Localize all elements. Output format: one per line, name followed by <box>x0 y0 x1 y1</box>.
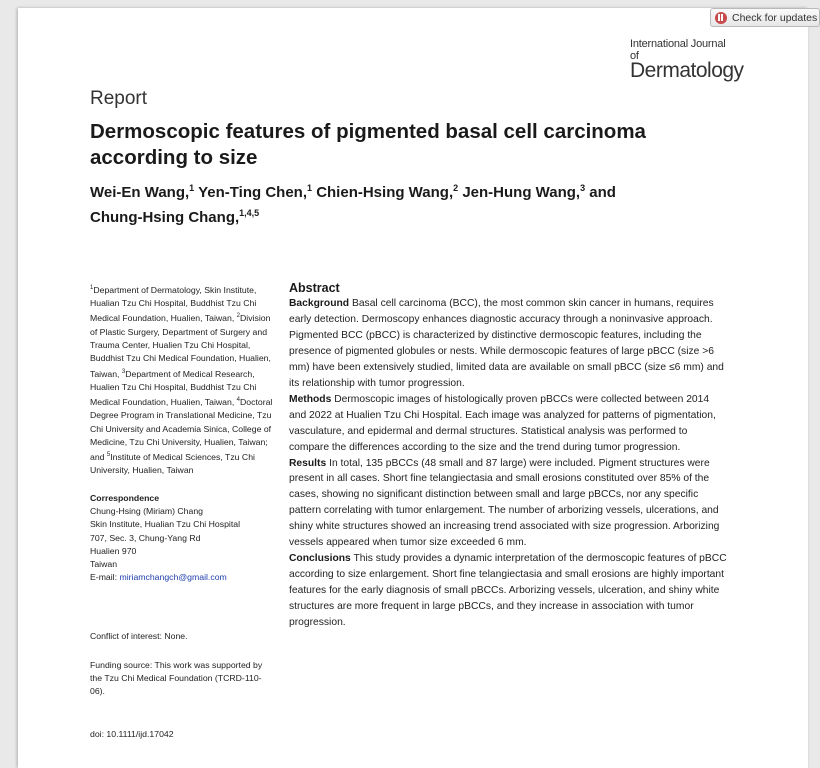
correspondence-line: Hualien 970 <box>90 545 137 556</box>
abstract-section-text: Dermoscopic images of histologically proven pBCCs were collected between 2014 and 2022 at Hualien Tzu Chi Hospital. Each image was analyzed for patterns of pigmentation, vasculature, and epidermal and dermal structures. Statistical analysis was performed to compare the differences according to the size and the trend during tumor progression. <box>289 393 716 453</box>
abstract-section-text: This study provides a dynamic interpretation of the dermoscopic features of pBCC according to size enlargement. Short fine telangiectasia and small erosions are highly important features for the early diagnosis of small pBCCs. Arborizing vessels, ulceration, and shiny white structures are more frequent in large pBCCs, and they increase in association with tumor progression. <box>289 553 727 629</box>
article-type: Report <box>90 88 148 109</box>
author-list <box>90 178 670 228</box>
abstract-section-label: Conclusions <box>289 553 351 565</box>
check-for-updates-button[interactable] <box>710 8 820 27</box>
author-affiliation: 1 <box>307 183 313 193</box>
author-name: Jen-Hung Wang, <box>462 184 581 201</box>
affiliation-number: 3 <box>121 368 126 375</box>
author-affiliation: 3 <box>580 183 586 193</box>
affiliation-number: 5 <box>106 452 111 459</box>
article-title: Dermoscopic features of pigmented basal cell carcinoma according to size <box>90 120 646 169</box>
abstract-heading: Abstract <box>289 281 340 295</box>
crossmark-icon <box>715 12 727 24</box>
author-affiliation: 2 <box>453 183 459 193</box>
abstract-section-label: Results <box>289 457 327 469</box>
author-name: Yen-Ting Chen, <box>198 184 307 201</box>
author-affiliation: 1 <box>189 183 195 193</box>
author-name: and Chung-Hsing Chang, <box>90 184 616 226</box>
abstract-section <box>289 551 727 631</box>
affiliation-number: 4 <box>236 397 240 404</box>
email-label: E-mail: <box>90 572 118 583</box>
author-name: Wei-En Wang, <box>90 184 190 201</box>
conflict-of-interest: Conflict of interest: None. <box>90 631 188 641</box>
affiliation-text: Institute of Medical Sciences, Tzu Chi University, Hualien, Taiwan <box>90 452 255 476</box>
journal-logo <box>630 38 744 82</box>
affiliation-text: Department of Dermatology, Skin Institute, Hualian Tzu Chi Hospital, Buddhist Tzu Chi Medical Foundation, Hualien, Taiwan, <box>90 284 257 324</box>
affiliation-number: 2 <box>236 313 240 320</box>
correspondence-line: Taiwan <box>90 559 118 570</box>
abstract <box>289 280 727 631</box>
affiliation-text: Doctoral Degree Program in Translational Medicine, Tzu Chi University and Academia Sinica, College of Medicine, Tzu Chi University, Hualien, Taiwan; and <box>90 396 273 463</box>
correspondence-heading: Correspondence <box>90 492 160 503</box>
author-name: Chien-Hsing Wang, <box>316 184 454 201</box>
affiliations <box>90 282 276 478</box>
correspondence-email <box>90 571 276 584</box>
check-for-updates-label: Check for updates <box>732 11 818 24</box>
correspondence-line: Chung-Hsing (Miriam) Chang <box>90 505 203 516</box>
abstract-section-label: Methods <box>289 393 332 405</box>
affiliation-text: Division of Plastic Surgery, Department of Surgery and Trauma Center, Hualien Tzu Chi Hospital, Buddhist Tzu Chi Medical Foundation, Hualien, Taiwan, <box>90 313 271 379</box>
author-affiliation: 1,4,5 <box>239 208 260 218</box>
journal-logo-line1: International Journal of <box>630 38 726 62</box>
affiliation-number: 1 <box>90 285 94 291</box>
doi: doi: 10.1111/ijd.17042 <box>90 729 174 739</box>
abstract-section-label: Background <box>289 298 350 309</box>
abstract-section-text: In total, 135 pBCCs (48 small and 87 large) were included. Pigment structures were present in all cases. Short fine telangiectasia and small erosions constituted over 85% of the cases, showing no significant distinction between small and large pBCCs, nor any specific pattern correlating with tumor enlargement. The number of arborizing vessels, ulcerations, and shiny white structures showed an increasing trend associated with size progression. Arborizing vessels appeared when tumor size exceeded 6 mm. <box>289 457 720 549</box>
abstract-section <box>289 456 727 552</box>
abstract-section <box>289 296 727 392</box>
abstract-section <box>289 392 727 456</box>
email-link[interactable]: miriamchangch@gmail.com <box>119 572 227 583</box>
correspondence-line: Skin Institute, Hualian Tzu Chi Hospital <box>90 519 241 530</box>
correspondence-line: 707, Sec. 3, Chung-Yang Rd <box>90 532 201 543</box>
abstract-section-text: Basal cell carcinoma (BCC), the most common skin cancer in humans, requires early detection. Dermoscopy enhances diagnostic accuracy through a noninvasive approach. Pigmented BCC (pBCC) is characterized by distinctive dermoscopic features, including the presence of pigmented globules or nests. While dermoscopic features of large pBCC (size >6 mm) have been extensively studied, limited data are available on small pBCC (size ≤6 mm) and its relationship with tumor progression. <box>289 298 724 389</box>
affiliations-sidebar <box>90 282 276 585</box>
journal-logo-line2: Dermatology <box>630 59 744 82</box>
affiliation-text: Department of Medical Research, Hualien Tzu Chi Hospital, Buddhist Tzu Chi Medical Foundation, Hualien, Taiwan, <box>90 368 257 407</box>
funding-source: Funding source: This work was supported by the Tzu Chi Medical Foundation (TCRD-110-06). <box>90 660 263 696</box>
